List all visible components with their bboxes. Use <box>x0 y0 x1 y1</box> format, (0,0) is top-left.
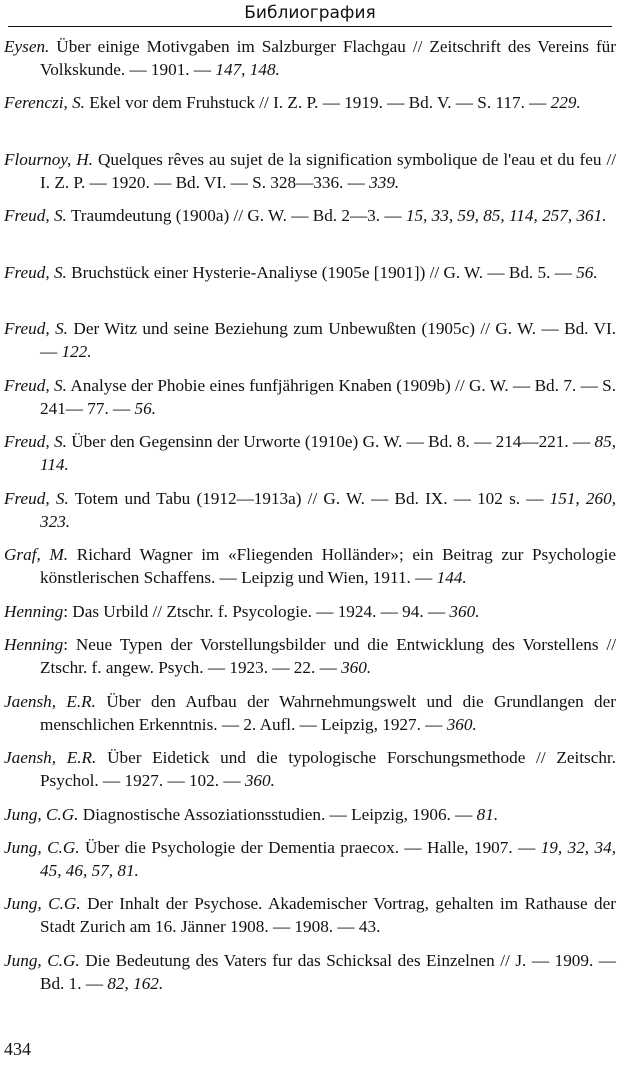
entry-author: Eysen. <box>4 37 50 56</box>
entry-text: Totem und Tabu (1912—1913a) // G. W. — Bd. IX. — 102 s. — <box>68 489 550 508</box>
bibliography-entry <box>4 92 616 115</box>
entry-author: Jung, C.G. <box>4 894 81 913</box>
entry-author: Freud, S. <box>4 206 67 225</box>
entry-text: : Neue Typen der Vorstellungsbilder und die Entwicklung des Vorstellens // Ztschr. f. angew. Psych. — 1923. — 22. — <box>40 635 616 677</box>
entry-pages: 360. <box>244 770 275 790</box>
entry-author: Jung, C.G. <box>4 951 80 970</box>
entry-pages: 82, 162. <box>107 973 164 993</box>
entry-pages: 85, 114. <box>40 432 617 474</box>
entry-author: Freud, S. <box>4 263 67 282</box>
entry-pages: 19, 32, 34, 45, 46, 57, 81. <box>40 838 617 880</box>
entry-pages: 144. <box>436 567 467 587</box>
bibliography-entry <box>4 318 616 363</box>
bibliography-entry <box>4 149 616 194</box>
entry-pages: 15, 33, 59, 85, 114, 257, 361. <box>405 206 607 225</box>
bibliography-entry <box>4 691 616 736</box>
entry-text: Die Bedeutung des Vaters fur das Schicksal des Einzelnen // J. — 1909. — Bd. 1. — <box>40 951 616 993</box>
entry-text: Über Eidetick und die typologische Forschungsmethode // Zeitschr. Psychol. — 1927. — 102. — <box>40 748 616 790</box>
entry-author: Ferenczi, S. <box>4 93 85 112</box>
entry-author: Flournoy, H. <box>4 150 93 169</box>
entry-pages: 56. <box>134 398 157 418</box>
header-rule <box>8 26 612 27</box>
entry-pages: 151, 260, 323. <box>40 489 616 531</box>
entry-author: Freud, S. <box>4 319 68 338</box>
entry-text: Analyse der Phobie eines funfjährigen Knaben (1909b) // G. W. — Bd. 7. — S. 241— 77. — <box>40 376 616 418</box>
entry-text: Über einige Motivgaben im Salzburger Flachgau // Zeitschrift des Vereins für Volkskunde. — 1901. — <box>40 37 616 79</box>
entry-author: Freud, S. <box>4 489 69 508</box>
bibliography-entry <box>4 488 616 533</box>
entry-author: Graf, M. <box>4 545 69 564</box>
bibliography-entry <box>4 634 616 679</box>
entry-author: Jaensh, E.R. <box>4 692 96 711</box>
bibliography-entry <box>4 262 616 285</box>
entry-text: Diagnostische Assoziationsstudien. — Leipzig, 1906. — <box>78 805 477 824</box>
entry-author: Henning <box>4 635 64 654</box>
entry-pages: 81. <box>476 805 499 824</box>
entry-author: Freud, S. <box>4 432 67 451</box>
entry-pages: 360. <box>449 602 480 621</box>
running-header: Библиография <box>244 3 376 23</box>
bibliography-entry <box>4 804 616 827</box>
entry-pages: 360. <box>341 657 372 677</box>
entry-author: Jaensh, E.R. <box>4 748 97 767</box>
entry-pages: 56. <box>576 263 598 282</box>
entry-text: Richard Wagner im «Fliegenden Holländer»; ein Beitrag zur Psychologie könstlerischen Schaffens. — Leipzig und Wien, 1911. — <box>40 545 616 587</box>
entry-pages: 339. <box>369 172 400 192</box>
entry-pages: 229. <box>550 93 581 112</box>
entry-text: Der Inhalt der Psychose. Akademischer Vortrag, gehalten im Rathause der Stadt Zurich am 16. Jänner 1908. — 1908. — 43. <box>40 894 616 936</box>
bibliography-entry <box>4 747 616 792</box>
page-number: 434 <box>4 1039 31 1059</box>
entry-text: Quelques rêves au sujet de la signification symbolique de l'eau et du feu // I. Z. P. — 1920. — Bd. VI. — S. 328—336. — <box>40 150 616 192</box>
bibliography-entry <box>4 950 616 995</box>
bibliography-entry <box>4 601 616 624</box>
entry-pages: 147, 148. <box>215 59 280 79</box>
bibliography-entry <box>4 431 616 476</box>
bibliography-entry <box>4 36 616 81</box>
entry-author: Jung, C.G. <box>4 805 79 824</box>
entry-author: Henning <box>4 602 64 621</box>
bibliography-entry <box>4 375 616 420</box>
entry-text: Traumdeutung (1900a) // G. W. — Bd. 2—3. — <box>66 206 406 225</box>
entry-text: Über den Gegensinn der Urworte (1910e) G. W. — Bd. 8. — 214—221. — <box>66 432 595 451</box>
bibliography-entry <box>4 544 616 589</box>
entry-text: Der Witz und seine Beziehung zum Unbewußten (1905c) // G. W. — Bd. VI. — <box>40 319 617 361</box>
bibliography-entry <box>4 837 616 882</box>
entry-pages: 122. <box>61 341 92 361</box>
bibliography-entry <box>4 205 616 228</box>
entry-author: Jung, C.G. <box>4 838 80 857</box>
entry-text: Über die Psychologie der Dementia praecox. — Halle, 1907. — <box>79 838 541 857</box>
entry-text: Über den Aufbau der Wahrnehmungswelt und die Grundlangen der menschlichen Erkenntnis. — 2. Aufl. — Leipzig, 1927. — <box>40 692 616 734</box>
entry-text: Bruchstück einer Hysterie-Analiyse (1905e [1901]) // G. W. — Bd. 5. — <box>66 263 577 282</box>
bibliography-entry <box>4 893 616 938</box>
entry-text: Ekel vor dem Fruhstuck // I. Z. P. — 1919. — Bd. V. — S. 117. — <box>84 93 551 112</box>
entry-pages: 360. <box>446 714 477 734</box>
entry-author: Freud, S. <box>4 376 67 395</box>
entry-text: : Das Urbild // Ztschr. f. Psycologie. — 1924. — 94. — <box>63 602 450 621</box>
